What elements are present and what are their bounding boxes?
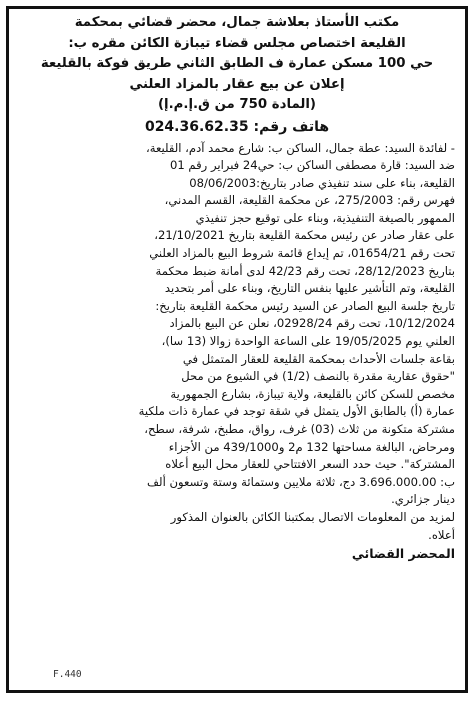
phone-number: 024.36.62.35	[144, 118, 249, 135]
body-line-12: العلني يوم 19/05/2025 على الساعة الواحدة زوالا (13 سا)،	[161, 334, 455, 349]
body-line-3: القليعة، بناء على سند تنفيذي صادر بتاريخ:08/06/2003	[189, 175, 455, 190]
body-line-13: بقاعة جلسات الأحداث بمحكمة القليعة للعقار المتمثل في	[182, 351, 455, 366]
body-line-22: لمزيد من المعلومات الاتصال بمكتبنا الكائن بالعنوان المذكور	[170, 509, 455, 524]
phone-line	[19, 117, 455, 137]
header-line-2: القليعة اختصاص مجلس قضاء تيبازة الكائن مقره ب:	[68, 35, 406, 51]
body-line-2: ضد السيد: قارة مصطفى الساكن ب: حي24 فبراير رقم 01	[169, 158, 455, 173]
notice-body	[19, 140, 455, 545]
body-line-1: - لفائدة السيد: عطة جمال، الساكن ب: شارع محمد آدم، القليعة،	[145, 140, 455, 155]
body-line-17: مشتركة متكونة من ثلاث (03) غرف، رواق، مطبخ، شرفة، سطح،	[144, 422, 455, 436]
body-line-18: ومرحاض، البالغة مساحتها 132 م2 و439/1000 من الأجزاء	[168, 439, 455, 454]
footer-code: F.440	[53, 669, 82, 680]
body-line-21: دينار جزائري.	[391, 492, 455, 507]
body-line-5: الممهور بالصيغة التنفيذية، وبناء على توقيع حجز تنفيذي	[195, 210, 455, 225]
body-line-4: فهرس رقم: 275/2003، عن محكمة القليعة، القسم المدني،	[164, 193, 455, 208]
header-line-4: إعلان عن بيع عقار بالمزاد العلني	[129, 76, 345, 92]
body-line-15: مخصص للسكن كائن بالقليعة، ولاية تيبازة، بشارع الجمهورية	[170, 386, 455, 401]
body-line-14: "حقوق عقارية مقدرة بالنصف (1/2) في الشيوع من محل	[181, 369, 455, 384]
body-line-19: المشتركة". حيث حدد السعر الافتتاحي للعقار محل البيع أعلاه	[165, 457, 455, 472]
body-line-23: أعلاه.	[428, 527, 455, 542]
body-line-20: ب: 3.696.000.00 دج، ثلاثة ملايين وستمائة وستة وتسعون ألف	[147, 474, 455, 489]
phone-label: هاتف رقم:	[253, 118, 330, 135]
body-line-16: عمارة (أ) بالطابق الأول يتمثل في شقة توجد في عمارة ذات ملكية	[138, 404, 455, 419]
signature: المحضر القضائي	[351, 546, 455, 562]
header-line-3: حي 100 مسكن عمارة ف الطابق الثاني طريق فوكة بالقليعة	[40, 56, 434, 71]
body-line-7: تحت رقم 01654/21، تم إيداع قائمة شروط البيع بالمزاد العلني	[149, 246, 455, 261]
header-line-1: مكتب الأستاذ بعلاشة جمال، محضر قضائي بمحكمة	[74, 15, 400, 30]
body-line-8: بتاريخ 28/12/2023، تحت رقم 42/23 لدى أمانة ضبط محكمة	[155, 263, 455, 278]
body-line-10: تاريخ جلسة البيع الصادر عن السيد رئيس محكمة القليعة بتاريخ:	[155, 298, 455, 313]
header-line-5: (المادة 750 من ق.إ.م.إ)	[157, 97, 317, 112]
notice-header	[19, 13, 455, 116]
body-line-11: 10/12/2024، تحت رقم 02928/24، نعلن عن البيع بالمزاد	[169, 316, 455, 331]
legal-notice	[6, 6, 468, 693]
body-line-9: القليعة، وتم التأشير عليها بنفس التاريخ، وبناء على أمر بتحديد	[164, 281, 455, 296]
body-line-6: على عقار صادر عن رئيس محكمة القليعة بتاريخ 21/10/2021،	[154, 228, 455, 243]
